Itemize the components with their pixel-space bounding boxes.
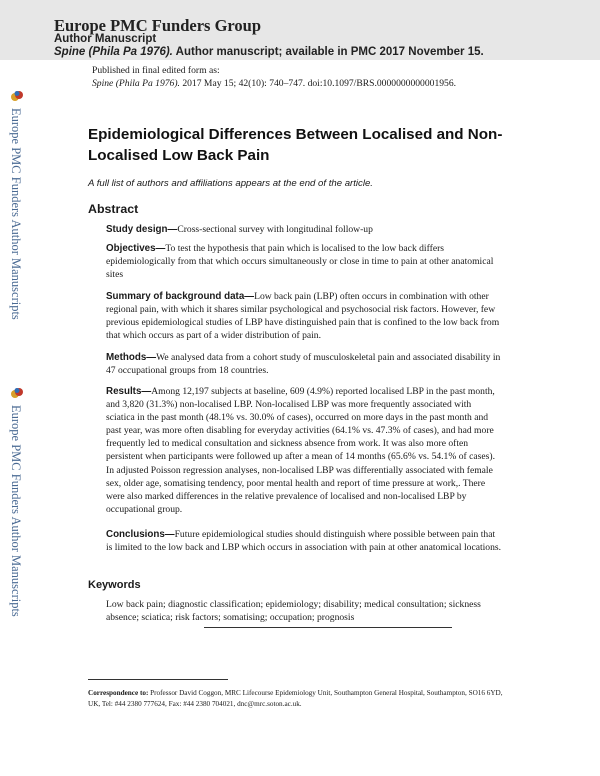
funders-group-title: Europe PMC Funders Group (54, 16, 262, 35)
section-text: Cross-sectional survey with longitudinal follow-up (177, 224, 373, 235)
correspondence-footnote (88, 688, 508, 709)
sidebar-watermark-bottom (3, 387, 29, 627)
section-label: Objectives— (106, 243, 166, 254)
sidebar-watermark-top (3, 90, 29, 330)
section-text: Among 12,197 subjects at baseline, 609 (4.9%) reported localised LBP in the past month, and 3,820 (31.3%) non-localised LBP. Non-localised LBP was more frequently associated with sciatica in the past month (48.1% vs. 30.0% of cases), occurred on more days in the past month and past year, was more often disabling for everyday activities (64.1% vs. 47.3% of cases), and had more frequently led to medical consultation and sickness absence from work. It was also more often persistent when participants were followed up after a mean of 14 months (65.6% vs. 54.1% of cases). In adjusted Poisson regression analyses, non-localised LBP was differentially associated with female sex, older age, somatising tendency, poor mental health and report of time pressure at work,. There were also marked differences in the relative prevalence of localised and non-localised LBP by occupational group. (106, 386, 495, 515)
section-text: Future epidemiological studies should distinguish where possible between pain that is limited to the low back and LBP which occurs in association with pain at other anatomical locations. (106, 529, 502, 554)
keywords-heading: Keywords (88, 579, 141, 591)
section-label: Results— (106, 386, 152, 397)
sidebar-text: Europe PMC Funders Author Manuscripts (9, 405, 23, 617)
published-citation (92, 78, 456, 89)
section-text: We analysed data from a cohort study of musculoskeletal pain and associated disability in 47 occupational groups from 18 countries. (106, 352, 501, 377)
manuscript-header (0, 0, 600, 60)
author-manuscript-label: Author Manuscript (54, 33, 157, 45)
sidebar-text: Europe PMC Funders Author Manuscripts (9, 108, 23, 320)
europe-pmc-logo-icon (11, 387, 23, 399)
abstract-conclusions (106, 528, 502, 554)
section-label: Conclusions— (106, 529, 175, 540)
published-label: Published in final edited form as: (92, 65, 220, 76)
journal-citation (54, 46, 484, 58)
abstract-objectives (106, 242, 502, 281)
section-text: Low back pain (LBP) often occurs in combination with other regional pain, with which it shares similar psychological and psychosocial risk factors. However, few previous epidemiological studies of LBP have distinguished pain that is confined to the low back from that which occurs as part of a wider distribution of pain. (106, 291, 500, 342)
correspondence-label: Correspondence to: (88, 689, 149, 697)
affiliation-note: A full list of authors and affiliations appears at the end of the article. (88, 178, 373, 189)
availability-text: Author manuscript; available in PMC 2017 November 15. (172, 46, 484, 58)
keywords-list: Low back pain; diagnostic classification; epidemiology; disability; medical consultation; sickness absence; sciatica; risk factors; somatising; occupation; prognosis (106, 599, 481, 623)
europe-pmc-logo-icon (11, 90, 23, 102)
section-divider (204, 627, 452, 628)
abstract-methods (106, 351, 502, 377)
section-text: To test the hypothesis that pain which is localised to the low back differs epidemiologically from that which occurs simultaneously or close in time to pain at other anatomical sites (106, 243, 494, 281)
abstract-results (106, 385, 502, 516)
section-label: Study design— (106, 224, 178, 235)
footnote-divider (88, 679, 228, 680)
published-details: 2017 May 15; 42(10): 740–747. doi:10.1097/BRS.0000000000001956. (179, 78, 457, 89)
section-label: Summary of background data— (106, 291, 255, 302)
abstract-heading: Abstract (88, 202, 139, 216)
abstract-study-design (106, 223, 502, 236)
correspondence-text: Professor David Coggon, MRC Lifecourse Epidemiology Unit, Southampton General Hospital, Southampton, SO16 6YD, UK, Tel: #44 2380 777624, Fax: #44 2380 704021, dnc@mrc.soton.ac.uk. (88, 689, 503, 708)
abstract-background (106, 290, 502, 342)
section-label: Methods— (106, 352, 157, 363)
published-journal: Spine (Phila Pa 1976). (92, 78, 180, 89)
journal-name: Spine (Phila Pa 1976). (54, 46, 173, 58)
article-title: Epidemiological Differences Between Localised and Non-Localised Low Back Pain (88, 126, 503, 164)
